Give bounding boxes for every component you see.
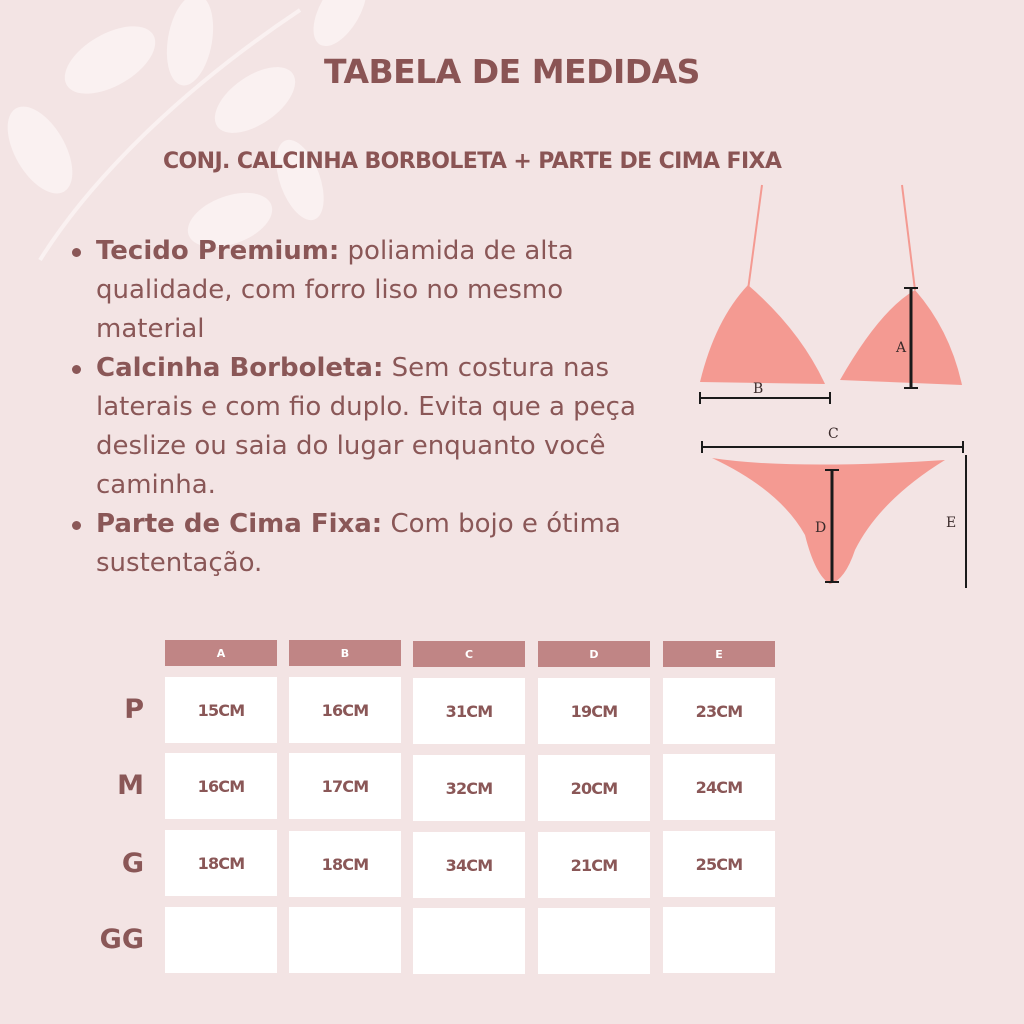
table-cell: 18CM: [165, 830, 277, 896]
feature-text: poliamida de alta qualidade, com forro liso no mesmo material: [96, 236, 574, 344]
label-d: D: [815, 520, 827, 536]
table-cell: 19CM: [538, 678, 650, 744]
table-cell: 23CM: [663, 678, 775, 744]
feature-item: [70, 505, 670, 583]
bottom-shape: [712, 458, 945, 584]
feature-item: [70, 232, 670, 349]
product-subtitle: CONJ. CALCINHA BORBOLETA + PARTE DE CIMA FIXA: [163, 149, 782, 174]
feature-label: Parte de Cima Fixa:: [96, 509, 383, 539]
size-label-gg: GG: [99, 924, 144, 955]
col-header-c: C: [413, 641, 525, 667]
table-cell: [663, 907, 775, 973]
table-cell: [413, 908, 525, 974]
table-cell: [165, 907, 277, 973]
table-cell: 18CM: [289, 831, 401, 897]
table-cell: 31CM: [413, 678, 525, 744]
table-cell: 16CM: [289, 677, 401, 743]
label-e: E: [946, 515, 957, 531]
label-b: B: [753, 381, 764, 397]
table-cell: 17CM: [289, 753, 401, 819]
table-cell: 16CM: [165, 753, 277, 819]
measurement-diagram: [690, 180, 990, 600]
table-cell: 15CM: [165, 677, 277, 743]
col-header-e: E: [663, 641, 775, 667]
size-label-m: M: [117, 770, 144, 801]
feature-item: [70, 349, 670, 505]
col-header-d: D: [538, 641, 650, 667]
table-cell: 34CM: [413, 832, 525, 898]
table-cell: 20CM: [538, 755, 650, 821]
bra-right-cup: [840, 290, 962, 385]
page-title: TABELA DE MEDIDAS: [324, 52, 700, 91]
label-c: C: [828, 426, 839, 442]
size-label-g: G: [121, 848, 144, 879]
feature-label: Tecido Premium:: [96, 236, 340, 266]
bra-left-cup: [700, 285, 825, 384]
size-label-p: P: [124, 694, 144, 725]
table-cell: 25CM: [663, 831, 775, 897]
feature-label: Calcinha Borboleta:: [96, 353, 384, 383]
feature-list: [70, 232, 670, 583]
table-cell: [289, 907, 401, 973]
col-header-b: B: [289, 640, 401, 666]
feature-text: Com bojo e ótima sustentação.: [96, 509, 621, 578]
table-cell: [538, 908, 650, 974]
table-cell: 24CM: [663, 754, 775, 820]
table-cell: 21CM: [538, 832, 650, 898]
feature-text: Sem costura nas laterais e com fio duplo. Evita que a peça deslize ou saia do lugar enquanto você caminha.: [96, 353, 636, 500]
col-header-a: A: [165, 640, 277, 666]
table-cell: 32CM: [413, 755, 525, 821]
label-a: A: [896, 340, 907, 356]
